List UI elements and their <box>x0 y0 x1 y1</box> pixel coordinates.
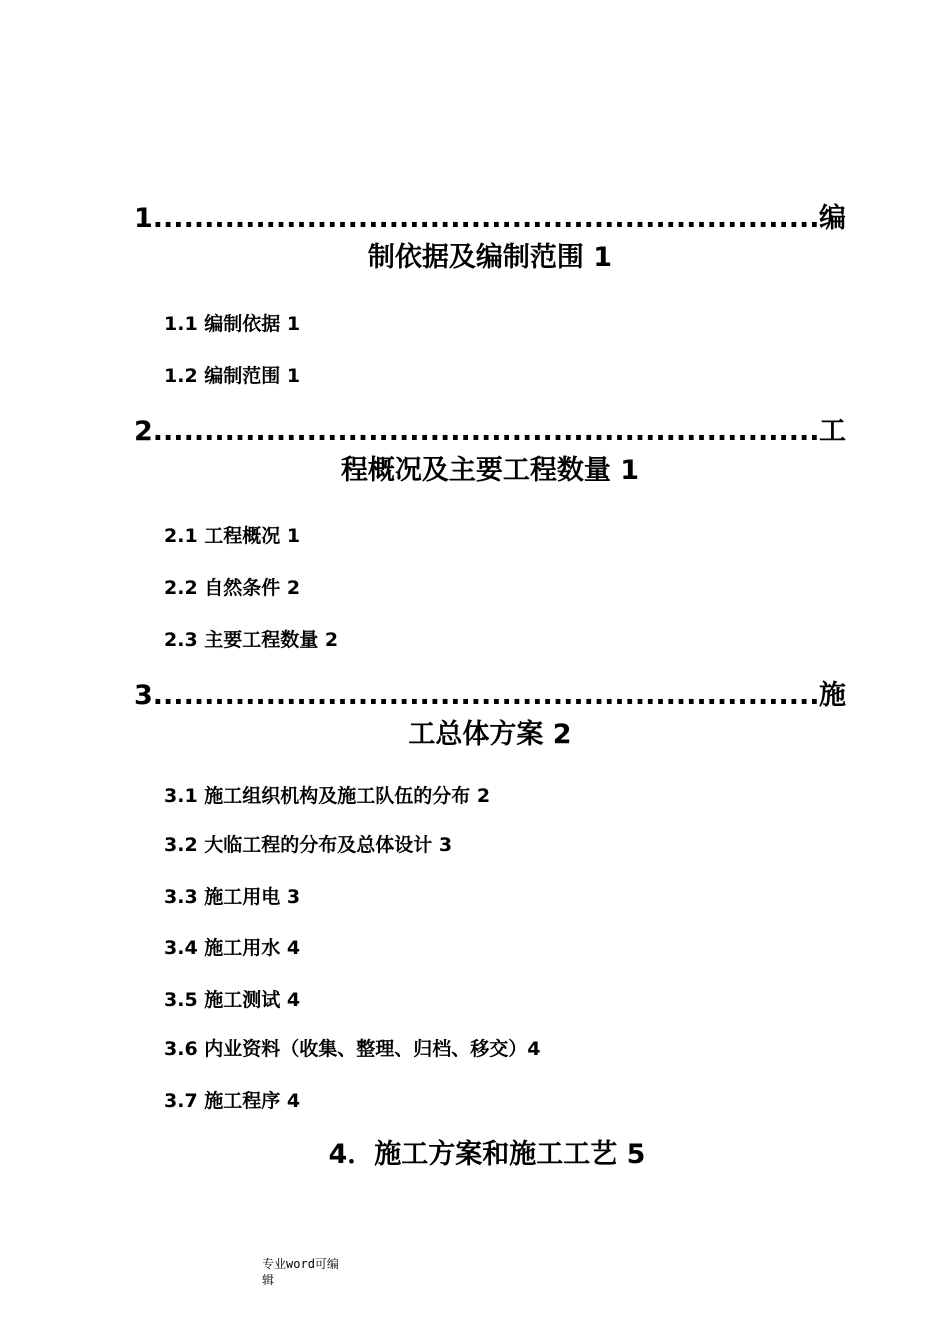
toc-entry-2-2[interactable]: 2.2 自然条件 2 <box>164 577 301 599</box>
toc-entry-3-5[interactable]: 3.5 施工测试 4 <box>164 989 301 1011</box>
toc-entry-3-6[interactable]: 3.6 内业资料（收集、整理、归档、移交）4 <box>164 1038 541 1060</box>
toc-chapter-number: 1 <box>134 203 153 234</box>
toc-chapter-title-rest: 制依据及编制范围 1 <box>367 242 613 273</box>
toc-entry-chapter-3[interactable] <box>134 679 846 755</box>
toc-chapter-number: 2 <box>134 416 153 447</box>
toc-chapter-title-start: 工 <box>819 416 846 447</box>
toc-chapter-title-rest: 程概况及主要工程数量 1 <box>340 455 640 486</box>
toc-entry-2-3[interactable]: 2.3 主要工程数量 2 <box>164 629 339 651</box>
toc-entry-1-1[interactable]: 1.1 编制依据 1 <box>164 313 301 335</box>
toc-entry-3-2[interactable]: 3.2 大临工程的分布及总体设计 3 <box>164 834 453 856</box>
toc-entry-1-2[interactable]: 1.2 编制范围 1 <box>164 365 301 387</box>
toc-chapter-title-start: 编 <box>819 203 846 234</box>
footer-line-2: 辑 <box>262 1273 275 1287</box>
toc-entry-2-1[interactable]: 2.1 工程概况 1 <box>164 525 301 547</box>
toc-entry-chapter-1[interactable] <box>134 202 846 278</box>
footer-text-word: word <box>286 1257 315 1271</box>
toc-leader-dots <box>153 415 819 449</box>
toc-chapter-number: 3 <box>134 680 153 711</box>
toc-entry-3-7[interactable]: 3.7 施工程序 4 <box>164 1090 301 1112</box>
toc-entry-3-3[interactable]: 3.3 施工用电 3 <box>164 886 301 908</box>
page-footer <box>262 1256 362 1288</box>
toc-chapter-title-start: 施 <box>819 680 846 711</box>
toc-entry-chapter-4[interactable]: 4．施工方案和施工工艺 5 <box>328 1139 646 1170</box>
toc-entry-chapter-2[interactable] <box>134 415 846 491</box>
toc-entry-3-1[interactable]: 3.1 施工组织机构及施工队伍的分布 2 <box>164 785 491 807</box>
toc-entry-3-4[interactable]: 3.4 施工用水 4 <box>164 937 301 959</box>
toc-leader-dots <box>153 679 819 713</box>
footer-text: 可编 <box>314 1257 339 1271</box>
footer-line-1 <box>262 1256 362 1272</box>
toc-chapter-title-rest: 工总体方案 2 <box>408 719 572 750</box>
footer-text: 专业 <box>262 1257 287 1271</box>
toc-leader-dots <box>153 202 819 236</box>
